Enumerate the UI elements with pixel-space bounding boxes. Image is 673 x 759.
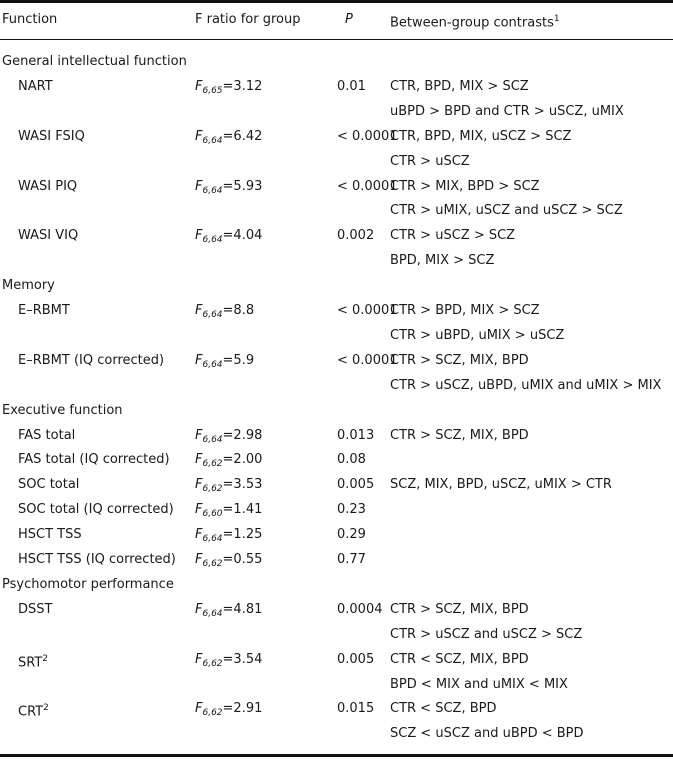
section-row xyxy=(0,572,673,597)
f-symbol: F xyxy=(195,527,203,543)
section-title: Memory xyxy=(2,278,55,294)
continuation-row xyxy=(0,672,673,697)
f-degrees-of-freedom: 6,60 xyxy=(202,509,223,520)
continuation-row xyxy=(0,198,673,223)
section-row xyxy=(0,49,673,74)
f-degrees-of-freedom: 6,64 xyxy=(202,534,223,545)
continuation-row xyxy=(0,248,673,273)
p-value: 0.77 xyxy=(337,552,366,567)
p-value: 0.23 xyxy=(337,502,366,518)
function-cell xyxy=(18,348,164,373)
f-value: =6.42 xyxy=(222,128,263,144)
table-row xyxy=(0,348,673,373)
f-symbol: F xyxy=(195,427,203,443)
f-symbol: F xyxy=(195,552,203,567)
function-cell xyxy=(18,74,53,99)
function-footnote: 2 xyxy=(42,653,49,664)
f-value: =5.9 xyxy=(222,352,255,368)
f-degrees-of-freedom: 6,64 xyxy=(202,185,223,196)
f-degrees-of-freedom: 6,64 xyxy=(202,608,223,619)
contrast-text: SCZ < uSCZ and uBPD < BPD xyxy=(390,726,584,742)
f-degrees-of-freedom: 6,65 xyxy=(202,85,223,96)
contrast-text: CTR, BPD, MIX, uSCZ > SCZ xyxy=(390,128,572,144)
contrast-text: CTR > uSCZ and uSCZ > SCZ xyxy=(390,626,583,642)
p-value: 0.013 xyxy=(337,427,375,443)
f-degrees-of-freedom: 6,62 xyxy=(202,658,223,669)
function-footnote: 2 xyxy=(43,703,49,714)
table-row xyxy=(0,647,673,672)
function-cell xyxy=(18,447,170,472)
header-row xyxy=(0,7,673,32)
f-degrees-of-freedom: 6,62 xyxy=(202,559,223,569)
f-value: =3.53 xyxy=(222,477,263,493)
contrast-text: CTR > uSCZ > SCZ xyxy=(390,228,516,244)
f-symbol: F xyxy=(195,352,203,368)
function-label: FAS total (IQ corrected) xyxy=(18,452,170,468)
contrast-text: CTR > uSCZ, uBPD, uMIX and uMIX > MIX xyxy=(390,377,662,393)
f-degrees-of-freedom: 6,62 xyxy=(202,459,223,470)
contrast-text: CTR > BPD, MIX > SCZ xyxy=(390,303,540,318)
function-label: DSST xyxy=(18,601,53,617)
function-label: WASI PIQ xyxy=(18,178,78,194)
header-contrasts xyxy=(390,7,560,35)
f-degrees-of-freedom: 6,62 xyxy=(202,484,223,495)
f-symbol: F xyxy=(195,477,203,493)
p-value: < 0.0001 xyxy=(337,128,398,144)
function-label: CRT xyxy=(18,704,44,720)
f-symbol: F xyxy=(195,78,203,94)
f-symbol: F xyxy=(195,651,203,667)
function-label: WASI FSIQ xyxy=(18,128,85,144)
table-row xyxy=(0,522,673,547)
function-label: WASI VIQ xyxy=(18,228,79,244)
table-row xyxy=(0,696,673,721)
p-value: 0.08 xyxy=(337,452,366,468)
contrast-text: CTR > uBPD, uMIX > uSCZ xyxy=(390,327,565,343)
f-symbol: F xyxy=(195,178,203,194)
f-degrees-of-freedom: 6,62 xyxy=(202,708,223,719)
function-cell xyxy=(18,223,78,248)
table-row xyxy=(0,423,673,448)
function-label: SRT xyxy=(18,654,43,670)
section-row xyxy=(0,398,673,423)
table-row xyxy=(0,497,673,522)
f-value: =4.81 xyxy=(222,601,263,617)
p-value: < 0.0001 xyxy=(337,303,398,318)
p-value: 0.015 xyxy=(337,701,375,717)
function-label: SOC total (IQ corrected) xyxy=(18,502,174,518)
contrast-text: CTR < SCZ, MIX, BPD xyxy=(390,651,529,667)
f-value: =1.25 xyxy=(222,527,263,543)
section-title: General intellectual function xyxy=(2,54,187,69)
contrast-text: SCZ, MIX, BPD, uSCZ, uMIX > CTR xyxy=(390,477,612,493)
contrast-text: CTR, BPD, MIX > SCZ xyxy=(390,78,529,94)
header-f-ratio xyxy=(195,7,300,32)
f-symbol: F xyxy=(195,228,203,244)
p-value: 0.005 xyxy=(337,477,375,493)
table-row xyxy=(0,298,673,323)
contrast-text: CTR > uSCZ xyxy=(390,153,470,169)
continuation-row xyxy=(0,721,673,746)
bottom-rule xyxy=(0,754,673,757)
f-value: =3.54 xyxy=(222,651,263,667)
f-value: =4.04 xyxy=(222,228,263,244)
table-row xyxy=(0,124,673,149)
p-value: < 0.0001 xyxy=(337,178,398,194)
p-value: 0.002 xyxy=(337,228,375,244)
contrast-text: CTR > MIX, BPD > SCZ xyxy=(390,178,540,194)
f-value: =2.98 xyxy=(222,427,263,443)
section-title: Psychomotor performance xyxy=(2,576,174,592)
p-value: 0.0004 xyxy=(337,601,383,617)
function-cell xyxy=(18,522,82,547)
header-contrasts-label: Between-group contrasts xyxy=(390,15,554,31)
function-cell xyxy=(18,497,174,522)
contrast-text: CTR > SCZ, MIX, BPD xyxy=(390,352,529,368)
top-rule xyxy=(0,0,673,3)
f-degrees-of-freedom: 6,64 xyxy=(202,434,223,445)
continuation-row xyxy=(0,373,673,398)
header-function: Function xyxy=(2,12,58,27)
contrast-text: CTR > SCZ, MIX, BPD xyxy=(390,427,529,443)
function-cell xyxy=(18,547,176,572)
header-contrasts-footnote: 1 xyxy=(553,14,560,24)
f-symbol: F xyxy=(195,601,203,617)
table-row xyxy=(0,74,673,99)
table-row xyxy=(0,174,673,199)
function-cell xyxy=(18,174,77,199)
header-rule xyxy=(0,39,673,40)
p-value: 0.01 xyxy=(337,78,366,94)
function-label: HSCT TSS (IQ corrected) xyxy=(18,552,176,567)
contrast-text: BPD, MIX > SCZ xyxy=(390,253,495,269)
function-label: NART xyxy=(18,78,53,94)
f-symbol: F xyxy=(195,128,203,144)
contrast-text: BPD < MIX and uMIX < MIX xyxy=(390,676,568,692)
f-symbol: F xyxy=(195,303,203,318)
f-value: =0.55 xyxy=(222,552,263,567)
p-value: 0.005 xyxy=(337,651,375,667)
f-symbol: F xyxy=(195,452,203,468)
section-row xyxy=(0,273,673,298)
function-label: SOC total xyxy=(18,477,80,493)
contrast-text: CTR < SCZ, BPD xyxy=(390,701,497,717)
contrast-text: CTR > SCZ, MIX, BPD xyxy=(390,601,529,617)
f-value: =2.00 xyxy=(222,452,263,468)
function-label: E–RBMT (IQ corrected) xyxy=(18,352,165,368)
contrast-text: CTR > uMIX, uSCZ and uSCZ > SCZ xyxy=(390,203,623,219)
table-row xyxy=(0,447,673,472)
function-cell xyxy=(18,423,75,448)
f-degrees-of-freedom: 6,64 xyxy=(202,135,223,146)
f-value: =8.8 xyxy=(222,303,255,318)
table-row xyxy=(0,472,673,497)
function-label: HSCT TSS xyxy=(18,527,82,543)
function-label: E–RBMT xyxy=(18,303,70,318)
continuation-row xyxy=(0,622,673,647)
table-row xyxy=(0,223,673,248)
f-degrees-of-freedom: 6,64 xyxy=(202,310,223,320)
f-value: =3.12 xyxy=(222,78,263,94)
p-value: 0.29 xyxy=(337,527,366,543)
function-label: FAS total xyxy=(18,427,76,443)
section-title: Executive function xyxy=(2,402,123,418)
function-cell xyxy=(18,124,85,149)
f-value: =5.93 xyxy=(222,178,263,194)
header-f-ratio-label: F ratio for group xyxy=(195,12,301,27)
f-value: =2.91 xyxy=(222,701,263,717)
continuation-row xyxy=(0,323,673,348)
f-degrees-of-freedom: 6,64 xyxy=(202,359,223,370)
f-degrees-of-freedom: 6,64 xyxy=(202,235,223,246)
table-row xyxy=(0,547,673,572)
continuation-row xyxy=(0,149,673,174)
function-cell xyxy=(18,472,79,497)
f-value: =1.41 xyxy=(222,502,263,518)
continuation-row xyxy=(0,99,673,124)
f-symbol: F xyxy=(195,701,203,717)
contrast-text: uBPD > BPD and CTR > uSCZ, uMIX xyxy=(390,103,624,119)
table-row xyxy=(0,597,673,622)
f-symbol: F xyxy=(195,502,203,518)
function-cell xyxy=(18,597,52,622)
header-p: P xyxy=(345,12,353,27)
p-value: < 0.0001 xyxy=(337,352,398,368)
function-cell xyxy=(18,298,70,323)
